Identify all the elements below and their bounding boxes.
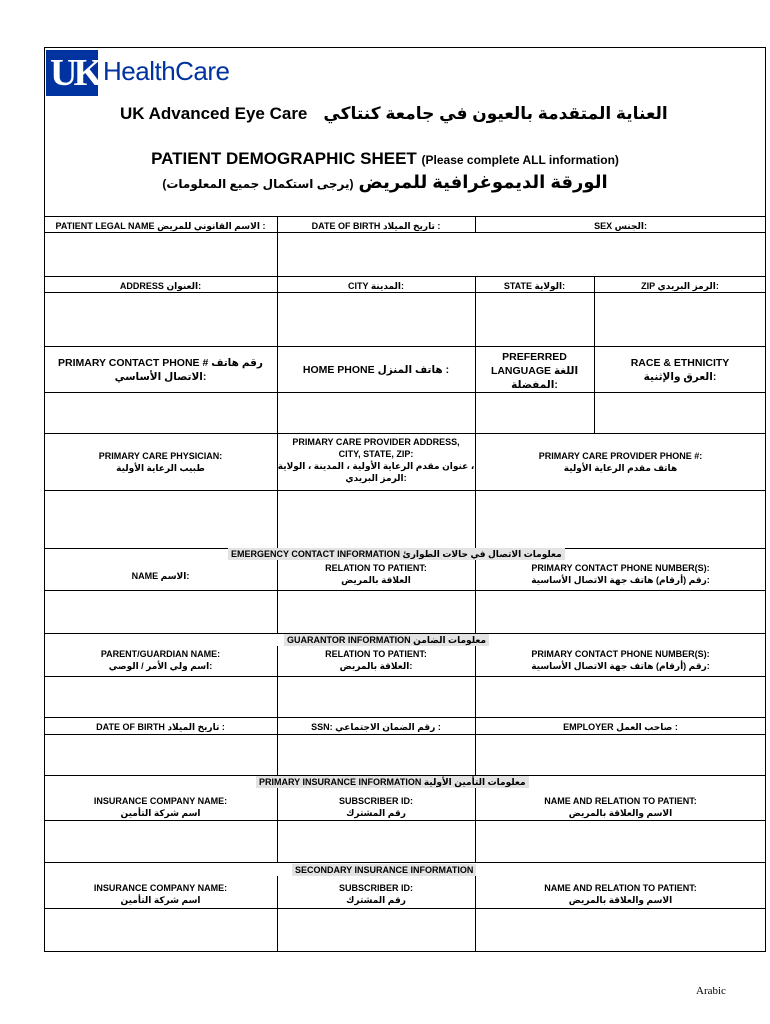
emergency-relation-field[interactable] [277,591,475,633]
home-phone-label: HOME PHONE هاتف المنزل : [302,364,450,376]
pcp-field[interactable] [44,491,277,548]
state-label: STATE الولاية: [503,281,566,291]
guarantor-dob-label: DATE OF BIRTH تاريخ الميلاد : [96,722,225,732]
grid-line [44,346,766,347]
pcp-address-label: PRIMARY CARE PROVIDER ADDRESS, CITY, STATE, ZIP: عنوان مقدم الرعاية الأولية ، المدينة ، الولاية ، الرمز البريدي: [277,437,475,483]
employer-field[interactable] [475,735,766,775]
secondary-subscriber-id-field[interactable] [277,909,475,952]
primary-contact-phone-label: PRIMARY CONTACT PHONE # رقم هاتف الاتصال الأساسي: [58,357,263,383]
primary-insurance-band: PRIMARY INSURANCE INFORMATION معلومات التأمين الأولية [44,776,766,788]
race-ethnicity-label: RACE & ETHNICITY العرق والإثنية: [630,357,730,383]
guarantor-phone-field[interactable] [475,677,766,717]
primary-subscriber-id-label: SUBSCRIBER ID: رقم المشترك [338,796,413,818]
sex-field[interactable] [475,233,766,276]
address-field[interactable] [44,293,277,346]
grid-line [44,717,766,718]
pcp-phone-label: PRIMARY CARE PROVIDER PHONE #: هاتف مقدم الرعاية الأولية [538,451,703,473]
grid-line [44,433,766,434]
home-phone-field[interactable] [277,393,475,433]
secondary-insured-relation-field[interactable] [475,909,766,952]
primary-insured-relation-field[interactable] [475,821,766,862]
secondary-insured-relation-label: NAME AND RELATION TO PATIENT: الاسم والعلاقة بالمريض [544,883,697,905]
secondary-insurance-band: SECONDARY INSURANCE INFORMATION [44,864,766,876]
guarantor-relation-field[interactable] [277,677,475,717]
guarantor-relation-label: RELATION TO PATIENT: العلاقة بالمريض: [325,649,427,671]
pcp-address-field[interactable] [277,491,475,548]
preferred-language-field[interactable] [475,393,594,433]
emergency-phone-label: PRIMARY CONTACT PHONE NUMBER(S): رقم (أرقام) هاتف جهة الاتصال الأساسية: [531,563,710,585]
emergency-relation-label: RELATION TO PATIENT: العلاقة بالمريض [325,563,427,585]
guardian-name-label: PARENT/GUARDIAN NAME: اسم ولي الأمر / الوصي: [100,649,221,671]
guardian-name-field[interactable] [44,677,277,717]
grid-line [44,862,766,863]
ssn-label: SSN: رقم الضمان الاجتماعي : [311,722,441,732]
grid-line [44,276,766,277]
dob-label: DATE OF BIRTH تاريخ الميلاد : [311,221,441,231]
primary-contact-phone-field[interactable] [44,393,277,433]
primary-insurance-company-field[interactable] [44,821,277,862]
uk-logo-icon: UK [46,50,98,96]
employer-label: EMPLOYER صاحب العمل : [563,722,678,732]
address-label: ADDRESS العنوان: [119,281,202,291]
preferred-language-label: PREFERRED LANGUAGE اللغة المفضلة: [490,351,579,391]
city-label: CITY المدينة: [347,281,405,291]
emergency-contact-band: EMERGENCY CONTACT INFORMATION معلومات الاتصال في حالات الطوارئ [44,548,766,560]
emergency-phone-field[interactable] [475,591,766,633]
race-ethnicity-field[interactable] [594,393,766,433]
logo-text: HealthCare [103,56,230,86]
guarantor-band: GUARANTOR INFORMATION معلومات الضامن [44,634,766,646]
sheet-title: PATIENT DEMOGRAPHIC SHEET (Please complete ALL information) [151,149,619,168]
primary-subscriber-id-field[interactable] [277,821,475,862]
sheet-title-arabic: الورقة الديموغرافية للمريض (يرجى استكمال جميع المعلومات) [162,172,608,192]
emergency-name-field[interactable] [44,591,277,633]
secondary-insurance-company-label: INSURANCE COMPANY NAME: اسم شركة التأمين [93,883,228,905]
clinic-title: UK Advanced Eye Care العناية المتقدمة بالعيون في جامعة كنتاكي [120,104,668,123]
emergency-name-label: NAME الاسم: [131,571,190,581]
sex-label: SEX الجنس: [594,221,647,231]
secondary-insurance-company-field[interactable] [44,909,277,952]
patient-legal-name-field[interactable] [44,233,277,276]
primary-insured-relation-label: NAME AND RELATION TO PATIENT: الاسم والعلاقة بالمريض [544,796,697,818]
ssn-field[interactable] [277,735,475,775]
guarantor-phone-label: PRIMARY CONTACT PHONE NUMBER(S): رقم (أرقام) هاتف جهة الاتصال الأساسية: [531,649,710,671]
pcp-label: PRIMARY CARE PHYSICIAN: طبيب الرعاية الأولية [98,451,223,473]
state-field[interactable] [475,293,594,346]
city-field[interactable] [277,293,475,346]
footer-language: Arabic [696,985,726,997]
primary-insurance-company-label: INSURANCE COMPANY NAME: اسم شركة التأمين [93,796,228,818]
dob-field[interactable] [277,233,475,276]
guarantor-dob-field[interactable] [44,735,277,775]
zip-field[interactable] [594,293,766,346]
secondary-subscriber-id-label: SUBSCRIBER ID: رقم المشترك [338,883,413,905]
pcp-phone-field[interactable] [475,491,766,548]
patient-legal-name-label: PATIENT LEGAL NAME الاسم القانوني للمريض : [55,221,266,231]
grid-line [44,216,766,217]
zip-label: ZIP الرمز البريدي: [641,281,719,291]
